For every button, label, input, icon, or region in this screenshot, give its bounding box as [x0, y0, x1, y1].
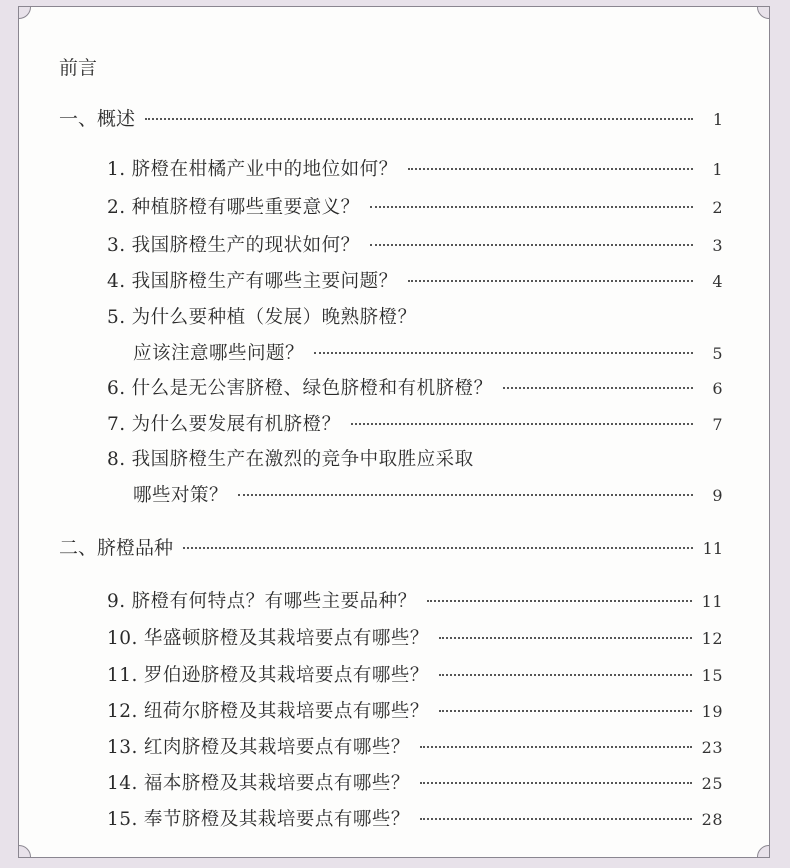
entry-number: 11. — [107, 665, 138, 686]
toc-entry — [107, 410, 723, 436]
section-title: 一、概述 — [59, 108, 136, 130]
toc-entry — [107, 769, 723, 795]
frame-corner — [18, 6, 31, 19]
toc-entry-continuation — [133, 339, 723, 365]
entry-number: 9. — [107, 591, 126, 612]
entry-title: 我国脐橙生产的现状如何？ — [131, 235, 360, 256]
page-number: 9 — [712, 486, 723, 505]
leader-dots — [183, 547, 693, 549]
entry-title-line2: 应该注意哪些问题？ — [133, 343, 305, 364]
page-number: 25 — [701, 774, 723, 793]
toc-entry — [107, 624, 723, 650]
toc-entry — [107, 587, 723, 613]
page-number: 15 — [701, 666, 723, 685]
entry-title: 罗伯逊脐橙及其栽培要点有哪些？ — [143, 665, 429, 686]
entry-number: 13. — [107, 737, 138, 758]
leader-dots — [420, 818, 692, 820]
page-number: 4 — [712, 272, 723, 291]
entry-number: 10. — [107, 628, 138, 649]
toc-entry — [107, 661, 723, 687]
leader-dots — [370, 206, 693, 208]
entry-number: 14. — [107, 773, 138, 794]
entry-title: 为什么要种植（发展）晚熟脐橙？ — [131, 307, 417, 328]
entry-title: 为什么要发展有机脐橙？ — [131, 414, 341, 435]
toc-entry — [107, 697, 723, 723]
entry-title: 脐橙有何特点？有哪些主要品种？ — [131, 591, 417, 612]
entry-number: 5. — [107, 307, 126, 328]
entry-title: 红肉脐橙及其栽培要点有哪些？ — [143, 737, 410, 758]
entry-title: 脐橙在柑橘产业中的地位如何？ — [131, 159, 398, 180]
toc-entry — [107, 374, 723, 400]
page-number: 3 — [712, 236, 723, 255]
page-number: 1 — [712, 110, 723, 129]
entry-title-line2: 哪些对策？ — [133, 485, 229, 506]
leader-dots — [351, 423, 693, 425]
leader-dots — [408, 280, 693, 282]
entry-number: 7. — [107, 414, 126, 435]
entry-title: 我国脐橙生产在激烈的竞争中取胜应采取 — [131, 449, 474, 470]
entry-number: 4. — [107, 271, 126, 292]
toc-entry — [107, 445, 474, 471]
toc-entry — [107, 805, 723, 831]
toc-entry — [107, 303, 417, 329]
entry-title: 我国脐橙生产有哪些主要问题？ — [131, 271, 398, 292]
page-number: 2 — [712, 198, 723, 217]
page-number: 5 — [712, 344, 723, 363]
entry-number: 12. — [107, 701, 138, 722]
toc-entry — [107, 155, 723, 181]
leader-dots — [427, 600, 692, 602]
leader-dots — [420, 746, 692, 748]
entry-title: 纽荷尔脐橙及其栽培要点有哪些？ — [143, 701, 429, 722]
leader-dots — [420, 782, 692, 784]
toc-entry — [107, 193, 723, 219]
preface-label: 前言 — [59, 57, 98, 79]
frame-corner — [757, 6, 770, 19]
page-number: 1 — [712, 160, 723, 179]
entry-title: 奉节脐橙及其栽培要点有哪些？ — [143, 809, 410, 830]
entry-number: 3. — [107, 235, 126, 256]
toc-section — [59, 533, 723, 560]
entry-title: 什么是无公害脐橙、绿色脐橙和有机脐橙？ — [131, 378, 493, 399]
leader-dots — [439, 674, 692, 676]
entry-title: 福本脐橙及其栽培要点有哪些？ — [143, 773, 410, 794]
entry-title: 种植脐橙有哪些重要意义？ — [131, 197, 360, 218]
page-number: 23 — [701, 738, 723, 757]
leader-dots — [503, 387, 693, 389]
toc-entry — [107, 231, 723, 257]
leader-dots — [439, 710, 692, 712]
entry-number: 6. — [107, 378, 126, 399]
entry-title: 华盛顿脐橙及其栽培要点有哪些？ — [143, 628, 429, 649]
leader-dots — [408, 168, 693, 170]
page-number: 6 — [712, 379, 723, 398]
section-title: 二、脐橙品种 — [59, 537, 174, 559]
toc-entry — [107, 733, 723, 759]
leader-dots — [439, 637, 692, 639]
toc-entry-continuation — [133, 481, 723, 507]
frame-corner — [18, 845, 31, 858]
page-number: 7 — [712, 415, 723, 434]
toc-entry — [107, 267, 723, 293]
leader-dots — [314, 352, 693, 354]
entry-number: 2. — [107, 197, 126, 218]
toc-page — [18, 6, 770, 858]
entry-number: 15. — [107, 809, 138, 830]
page-number: 11 — [702, 539, 723, 558]
leader-dots — [145, 118, 693, 120]
toc-section — [59, 104, 723, 131]
leader-dots — [238, 494, 693, 496]
preface-heading — [59, 53, 97, 80]
entry-number: 8. — [107, 449, 126, 470]
leader-dots — [370, 244, 693, 246]
page-number: 12 — [701, 629, 723, 648]
page-number: 11 — [701, 592, 723, 611]
page-number: 28 — [701, 810, 723, 829]
entry-number: 1. — [107, 159, 126, 180]
frame-corner — [757, 845, 770, 858]
page-number: 19 — [701, 702, 723, 721]
